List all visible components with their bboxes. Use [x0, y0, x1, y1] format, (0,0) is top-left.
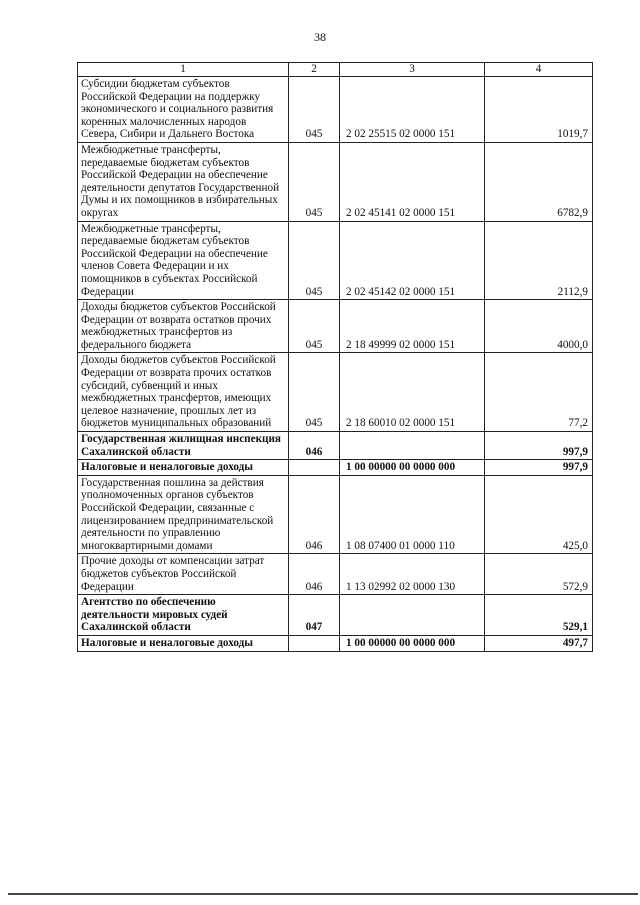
row-amount: 529,1: [485, 595, 593, 636]
table-row: [78, 353, 593, 432]
row-amount: 997,9: [485, 432, 593, 460]
row-budget-code: 2 02 45141 02 0000 151: [340, 142, 485, 221]
row-amount: 1019,7: [485, 77, 593, 143]
table-row-subtotal: [78, 460, 593, 476]
page-number: 38: [314, 30, 326, 44]
table-row-section: [78, 432, 593, 460]
row-budget-code: 1 00 00000 00 0000 000: [340, 635, 485, 651]
table-row-section: [78, 595, 593, 636]
row-name: Государственная жилищная инспекция Сахалинской области: [78, 432, 289, 460]
row-budget-code: 2 18 49999 02 0000 151: [340, 300, 485, 353]
row-name: Доходы бюджетов субъектов Российской Федерации от возврата прочих остатков субсидий, субвенций и иных межбюджетных трансфертов, имеющих целевое назначение, прошлых лет из бюджетов муниципальных образований: [78, 353, 289, 432]
table-body: [78, 77, 593, 652]
row-amount: 425,0: [485, 475, 593, 554]
row-budget-code: 1 00 00000 00 0000 000: [340, 460, 485, 476]
row-name: Государственная пошлина за действия уполномоченных органов субъектов Российской Федерации, связанные с лицензированием предпринимательской деятельности по управлению многоквартирными домами: [78, 475, 289, 554]
page-bottom-rule: [8, 893, 638, 895]
row-name: Межбюджетные трансферты, передаваемые бюджетам субъектов Российской Федерации на обеспечение членов Совета Федерации и их помощников в субъектах Российской Федерации: [78, 221, 289, 300]
row-amount: 997,9: [485, 460, 593, 476]
table-row: [78, 300, 593, 353]
row-admin-code: 046: [289, 554, 340, 595]
table-row: [78, 554, 593, 595]
row-amount: 77,2: [485, 353, 593, 432]
row-admin-code: 045: [289, 221, 340, 300]
row-admin-code: 047: [289, 595, 340, 636]
row-amount: 6782,9: [485, 142, 593, 221]
row-name: Налоговые и неналоговые доходы: [78, 635, 289, 651]
table-row: [78, 475, 593, 554]
row-name: Межбюджетные трансферты, передаваемые бюджетам субъектов Российской Федерации на обеспечение деятельности депутатов Государственной Думы и их помощников в избирательных округах: [78, 142, 289, 221]
row-admin-code: 045: [289, 77, 340, 143]
row-admin-code: 046: [289, 432, 340, 460]
row-budget-code: [340, 432, 485, 460]
row-name: Налоговые и неналоговые доходы: [78, 460, 289, 476]
row-admin-code: 045: [289, 353, 340, 432]
table-row: [78, 142, 593, 221]
row-name: Субсидии бюджетам субъектов Российской Федерации на поддержку экономического и социального развития коренных малочисленных народов Севера, Сибири и Дальнего Востока: [78, 77, 289, 143]
row-amount: 2112,9: [485, 221, 593, 300]
row-amount: 4000,0: [485, 300, 593, 353]
table-row: [78, 77, 593, 143]
row-budget-code: 2 02 45142 02 0000 151: [340, 221, 485, 300]
table-header-row: [78, 63, 593, 77]
row-name: Прочие доходы от компенсации затрат бюджетов субъектов Российской Федерации: [78, 554, 289, 595]
row-budget-code: 1 08 07400 01 0000 110: [340, 475, 485, 554]
table-row: [78, 221, 593, 300]
column-header-3: 3: [340, 63, 485, 77]
table-row-subtotal: [78, 635, 593, 651]
revenue-table: [77, 62, 593, 652]
row-admin-code: 046: [289, 475, 340, 554]
column-header-4: 4: [485, 63, 593, 77]
row-amount: 497,7: [485, 635, 593, 651]
row-budget-code: 1 13 02992 02 0000 130: [340, 554, 485, 595]
row-budget-code: [340, 595, 485, 636]
row-admin-code: 045: [289, 300, 340, 353]
row-budget-code: 2 18 60010 02 0000 151: [340, 353, 485, 432]
row-budget-code: 2 02 25515 02 0000 151: [340, 77, 485, 143]
row-admin-code: [289, 460, 340, 476]
column-header-2: 2: [289, 63, 340, 77]
row-amount: 572,9: [485, 554, 593, 595]
row-name: Агентство по обеспечению деятельности мировых судей Сахалинской области: [78, 595, 289, 636]
row-admin-code: [289, 635, 340, 651]
row-name: Доходы бюджетов субъектов Российской Федерации от возврата остатков прочих межбюджетных трансфертов из федерального бюджета: [78, 300, 289, 353]
column-header-1: 1: [78, 63, 289, 77]
row-admin-code: 045: [289, 142, 340, 221]
